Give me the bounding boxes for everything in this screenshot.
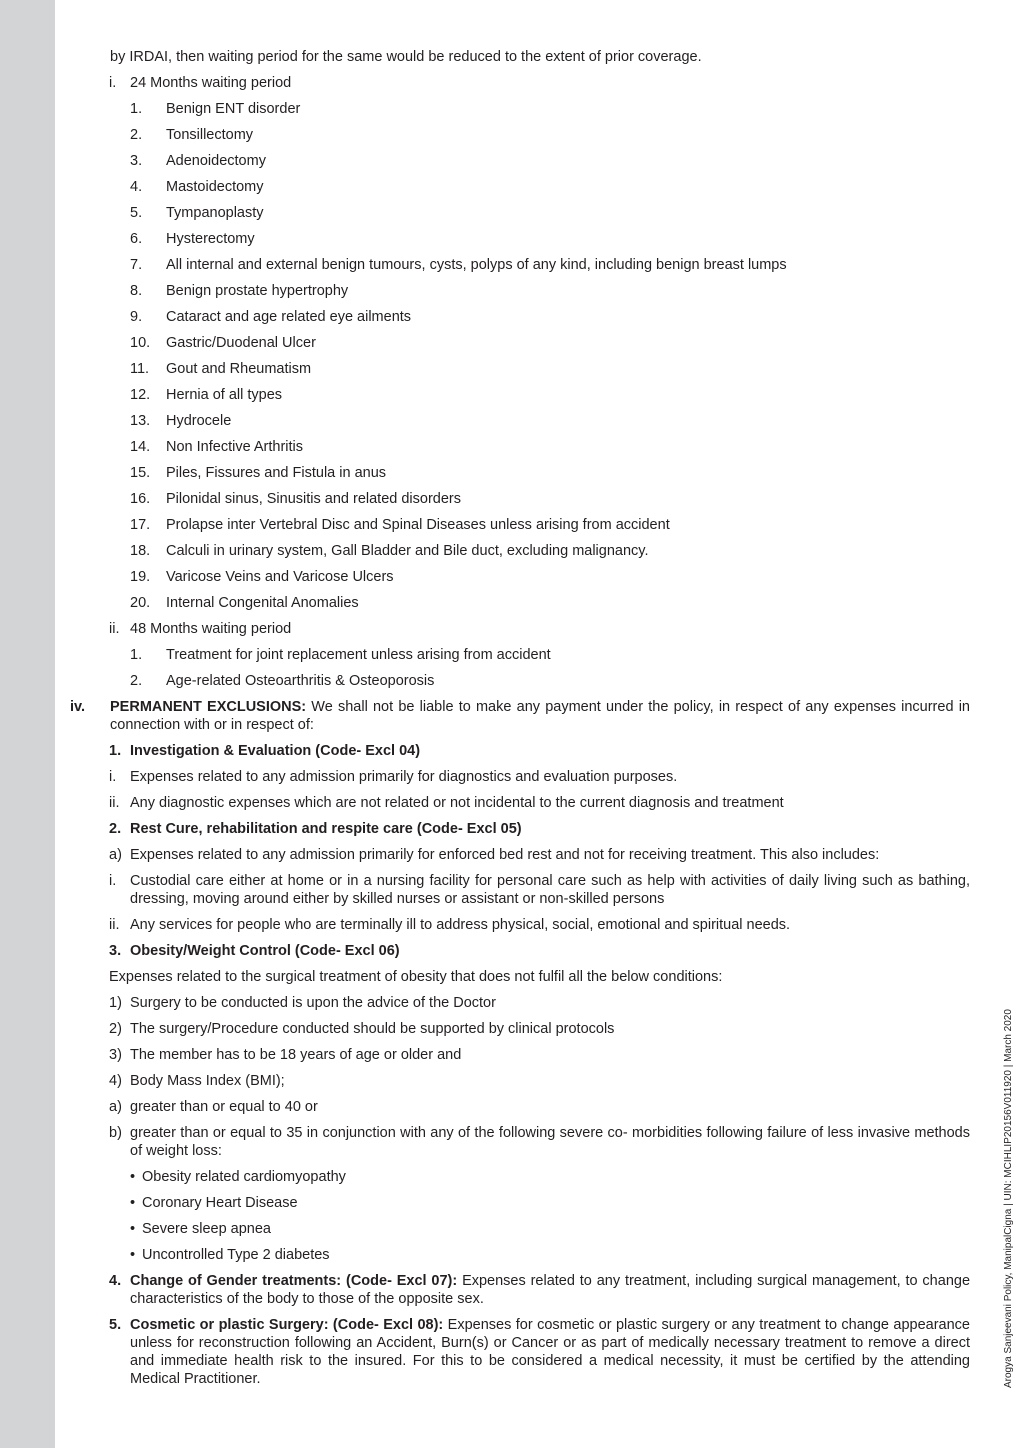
list-item	[70, 490, 970, 508]
item-text: Benign prostate hypertrophy	[166, 283, 349, 299]
list-item	[70, 516, 970, 534]
list-item	[70, 308, 970, 326]
document-body	[70, 48, 970, 1396]
item-text: Adenoidectomy	[166, 153, 266, 169]
item-marker: 1)	[109, 995, 122, 1011]
item-marker: i.	[109, 769, 117, 785]
item-text: Piles, Fissures and Fistula in anus	[166, 465, 387, 481]
item-text: Any diagnostic expenses which are not related or not incidental to the current diagnosis and treatment	[130, 795, 784, 811]
list-item	[70, 230, 970, 248]
list-item	[70, 672, 970, 690]
item-text: Gastric/Duodenal Ulcer	[166, 335, 316, 351]
item-text: greater than or equal to 40 or	[130, 1099, 318, 1115]
item-marker: 1.	[130, 101, 143, 117]
excl08-paragraph: 5. Cosmetic or plastic Surgery: (Code- Excl 08): Expenses for cosmetic or plastic surgery or any treatment to change appearance unless for reconstruction following an Accident, Burn(s) or Cancer or as part of medically necessary treatment to remove a direct and immediate health risk to the insured. For this to be considered a medical necessity, it must be certified by the attending Medical Practitioner.	[109, 1317, 970, 1387]
item-marker: 3.	[130, 153, 143, 169]
item-text: The member has to be 18 years of age or older and	[130, 1047, 462, 1063]
item-text: Varicose Veins and Varicose Ulcers	[166, 569, 394, 585]
list-item	[70, 386, 970, 404]
list-item	[70, 1124, 970, 1160]
bullet-text: Uncontrolled Type 2 diabetes	[142, 1247, 330, 1263]
item-text: Surgery to be conducted is upon the advice of the Doctor	[130, 995, 496, 1011]
list-item	[70, 360, 970, 378]
item-marker: 8.	[130, 283, 143, 299]
excl04-heading: 1. Investigation & Evaluation (Code- Excl 04)	[109, 743, 421, 759]
item-text: Mastoidectomy	[166, 179, 264, 195]
item-marker: 7.	[130, 257, 143, 273]
item-text: Pilonidal sinus, Sinusitis and related disorders	[166, 491, 461, 507]
list-item	[70, 994, 970, 1012]
bullet-item	[70, 1246, 970, 1264]
list-item	[70, 412, 970, 430]
excl07-text: Expenses related to any treatment, including surgical management, to change characteristics of the body to those of the opposite sex.	[130, 1273, 971, 1307]
bullet-icon: •	[130, 1195, 136, 1211]
bullet-text: Severe sleep apnea	[142, 1221, 271, 1237]
item-marker: 3)	[109, 1047, 122, 1063]
bullet-text: Coronary Heart Disease	[142, 1195, 298, 1211]
excl06-list	[70, 994, 970, 1160]
item-text: The surgery/Procedure conducted should be supported by clinical protocols	[130, 1021, 615, 1037]
item-text: Prolapse inter Vertebral Disc and Spinal Diseases unless arising from accident	[166, 517, 670, 533]
list-item	[70, 794, 970, 812]
item-marker: 9.	[130, 309, 143, 325]
list-item	[70, 282, 970, 300]
list-item	[70, 100, 970, 118]
item-marker: 4)	[109, 1073, 122, 1089]
item-text: Hernia of all types	[166, 387, 283, 403]
list-item	[70, 1020, 970, 1038]
list-item	[70, 846, 970, 864]
list-item	[70, 464, 970, 482]
item-marker: 4.	[130, 179, 143, 195]
list-item	[70, 1098, 970, 1116]
item-text: Internal Congenital Anomalies	[166, 595, 359, 611]
bullet-icon: •	[130, 1247, 136, 1263]
list-item	[70, 542, 970, 560]
item-text: Tympanoplasty	[166, 205, 264, 221]
item-text: All internal and external benign tumours, cysts, polyps of any kind, including benign breast lumps	[166, 257, 787, 273]
excl06-heading: 3. Obesity/Weight Control (Code- Excl 06)	[109, 943, 400, 959]
item-marker: 2)	[109, 1021, 122, 1037]
item-marker: 12.	[130, 387, 151, 403]
excl07-title: Change of Gender treatments: (Code- Excl 07):	[130, 1273, 458, 1289]
item-text: Tonsillectomy	[166, 127, 254, 143]
item-text: Expenses related to any admission primarily for enforced bed rest and not for receiving treatment. This also includes:	[130, 847, 880, 863]
item-text: Gout and Rheumatism	[166, 361, 312, 377]
list-item	[70, 178, 970, 196]
item-marker: ii.	[109, 917, 120, 933]
list-item	[70, 872, 970, 908]
item-marker: 20.	[130, 595, 151, 611]
permanent-exclusions-text: We shall not be liable to make any payment under the policy, in respect of any expenses incurred in connection with or in respect of:	[110, 699, 970, 733]
item-marker: 2.	[130, 127, 143, 143]
item-marker: 13.	[130, 413, 151, 429]
item-text: Treatment for joint replacement unless arising from accident	[166, 647, 551, 663]
bullet-icon: •	[130, 1221, 136, 1237]
excl07-paragraph: 4. Change of Gender treatments: (Code- Excl 07): Expenses related to any treatment, including surgical management, to change characteristics of the body to those of the opposite sex.	[109, 1273, 971, 1307]
left-margin-bar	[0, 0, 55, 1448]
list-item	[70, 594, 970, 612]
list-item	[70, 256, 970, 274]
list-item	[70, 768, 970, 786]
item-text: Any services for people who are terminally ill to address physical, social, emotional and spiritual needs.	[130, 917, 791, 933]
list-item	[70, 568, 970, 586]
waiting-24-heading: i. 24 Months waiting period	[109, 75, 292, 91]
item-text: Hysterectomy	[166, 231, 255, 247]
permanent-exclusions: iv. PERMANENT EXCLUSIONS: We shall not be liable to make any payment under the policy, in respect of any expenses incurred in connection with or in respect of:	[70, 699, 970, 733]
list-item	[70, 646, 970, 664]
intro-paragraph: by IRDAI, then waiting period for the same would be reduced to the extent of prior coverage.	[110, 49, 702, 65]
item-marker: 10.	[130, 335, 151, 351]
bullet-item	[70, 1220, 970, 1238]
permanent-exclusions-heading: PERMANENT EXCLUSIONS:	[110, 699, 307, 715]
bullet-text: Obesity related cardiomyopathy	[142, 1169, 346, 1185]
item-marker: 19.	[130, 569, 151, 585]
excl08-title: Cosmetic or plastic Surgery: (Code- Excl 08):	[130, 1317, 444, 1333]
item-text: Cataract and age related eye ailments	[166, 309, 412, 325]
item-marker: a)	[109, 847, 122, 863]
waiting-24-list	[70, 100, 970, 612]
item-text: Body Mass Index (BMI);	[130, 1073, 285, 1089]
list-item	[70, 204, 970, 222]
item-marker: 18.	[130, 543, 151, 559]
list-item	[70, 152, 970, 170]
vertical-footer-text: Arogya Sanjeevani Policy, ManipalCigna | UIN: MCIHLIP20156V011920 | March 2020	[1003, 1009, 1014, 1388]
excl06-lead: Expenses related to the surgical treatment of obesity that does not fulfil all the below conditions:	[109, 969, 723, 985]
excl04-list	[70, 768, 970, 812]
item-marker: 15.	[130, 465, 151, 481]
item-marker: 11.	[130, 361, 150, 377]
item-text: Hydrocele	[166, 413, 232, 429]
list-item	[70, 438, 970, 456]
item-marker: 5.	[130, 205, 143, 221]
item-marker: a)	[109, 1099, 122, 1115]
waiting-48-list	[70, 646, 970, 690]
excl08-text: Expenses for cosmetic or plastic surgery or any treatment to change appearance unless for reconstruction following an Accident, Burn(s) or Cancer or as part of medically necessary treatment to remove a direct and immediate health risk to the insured. For this to be considered a medical necessity, it must be certified by the attending Medical Practitioner.	[130, 1317, 970, 1387]
bullet-item	[70, 1194, 970, 1212]
bullet-item	[70, 1168, 970, 1186]
item-text: Custodial care either at home or in a nursing facility for personal care such as help with activities of daily living such as bathing, dressing, moving around either by skilled nurses or assistant or non-skilled persons	[130, 873, 970, 907]
item-text: Benign ENT disorder	[166, 101, 301, 117]
item-marker: b)	[109, 1125, 122, 1141]
list-item	[70, 1072, 970, 1090]
excl05-list	[70, 846, 970, 934]
item-text: Expenses related to any admission primarily for diagnostics and evaluation purposes.	[130, 769, 678, 785]
excl06-bullets	[70, 1168, 970, 1264]
item-marker: 6.	[130, 231, 143, 247]
list-item	[70, 1046, 970, 1064]
item-marker: ii.	[109, 795, 120, 811]
item-text: Calculi in urinary system, Gall Bladder and Bile duct, excluding malignancy.	[166, 543, 649, 559]
item-marker: 1.	[130, 647, 143, 663]
item-marker: 16.	[130, 491, 151, 507]
item-marker: 2.	[130, 673, 143, 689]
list-item	[70, 334, 970, 352]
item-text: Non Infective Arthritis	[166, 439, 303, 455]
item-marker: i.	[109, 873, 117, 889]
item-text: greater than or equal to 35 in conjunction with any of the following severe co- morbidities following failure of less invasive methods of weight loss:	[130, 1125, 970, 1159]
bullet-icon: •	[130, 1169, 136, 1185]
item-marker: 14.	[130, 439, 151, 455]
list-item	[70, 916, 970, 934]
excl05-heading: 2. Rest Cure, rehabilitation and respite care (Code- Excl 05)	[109, 821, 522, 837]
item-marker: 17.	[130, 517, 151, 533]
waiting-48-heading: ii. 48 Months waiting period	[109, 621, 292, 637]
item-text: Age-related Osteoarthritis & Osteoporosis	[166, 673, 435, 689]
list-item	[70, 126, 970, 144]
